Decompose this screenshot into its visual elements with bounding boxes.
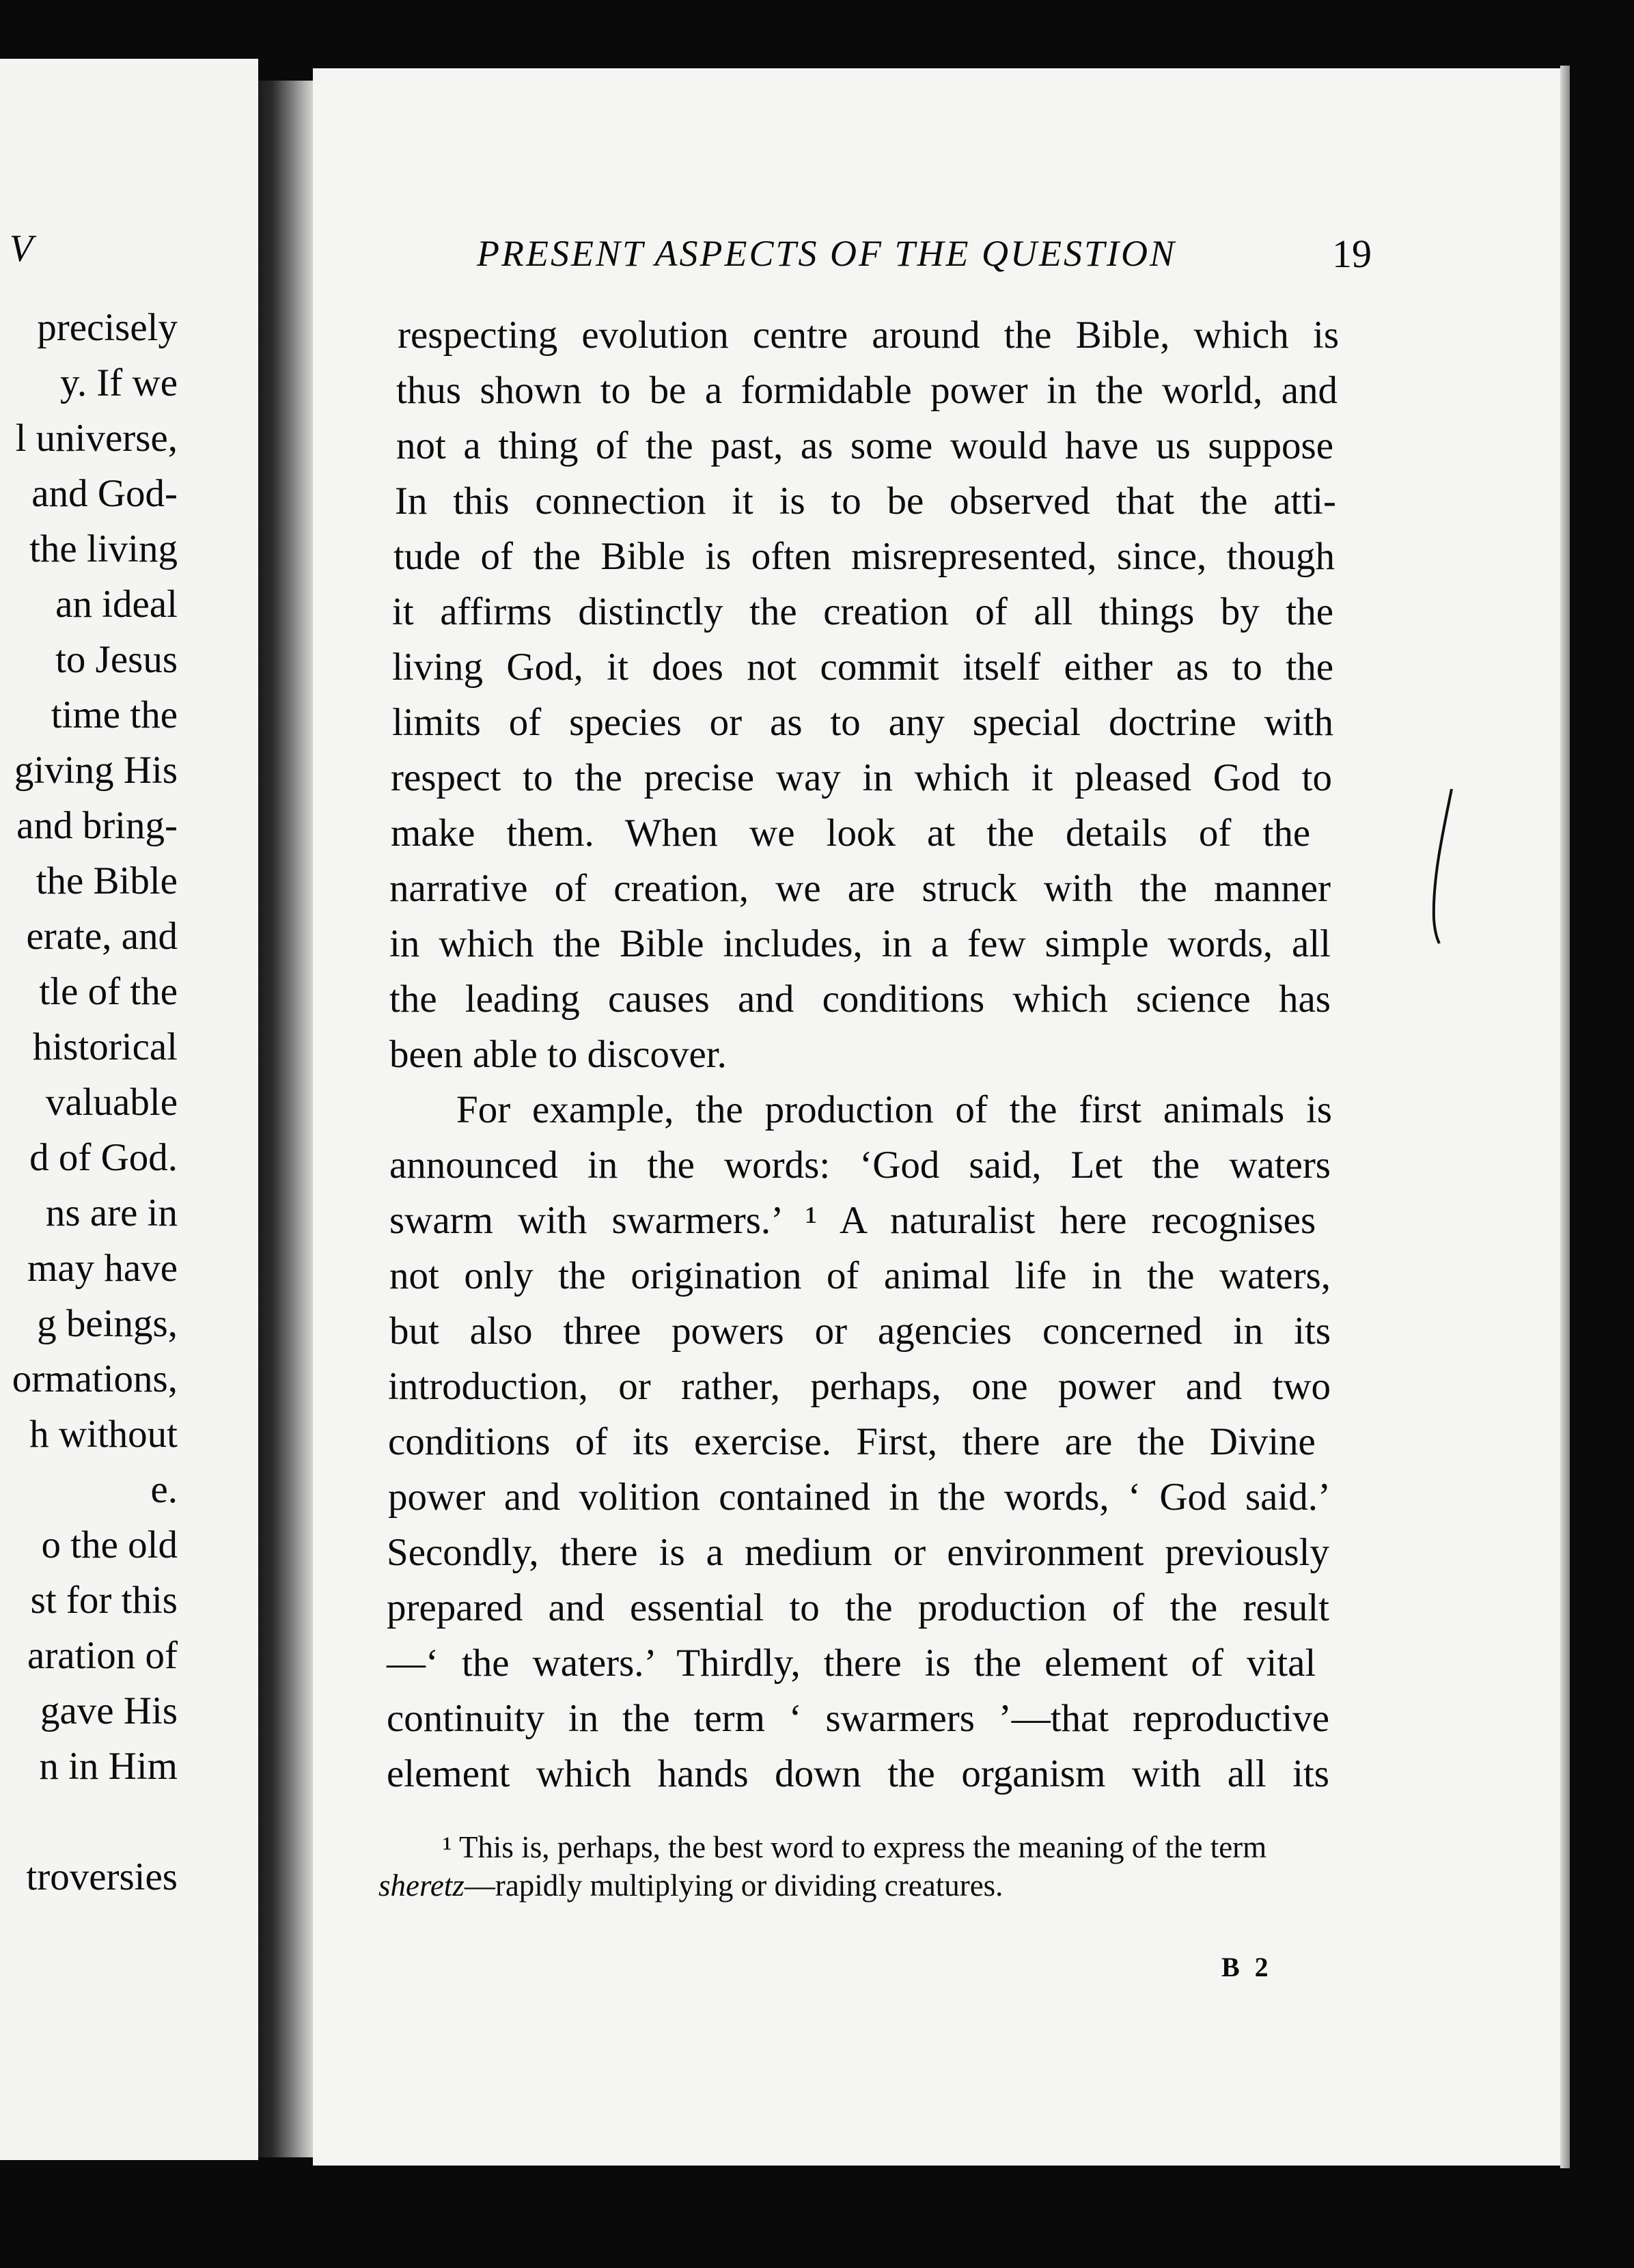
left-page-line: giving His	[14, 749, 178, 792]
body-line: narrative of creation, we are struck with the manner	[389, 867, 1331, 910]
body-line: it affirms distinctly the creation of all things by the	[392, 590, 1333, 633]
body-line: introduction, or rather, perhaps, one power and two	[388, 1365, 1331, 1408]
left-page-line: to Jesus	[55, 638, 178, 681]
left-page-line: time the	[51, 693, 178, 736]
signature-mark: B 2	[1221, 1952, 1273, 1982]
left-page-line: o the old	[41, 1523, 178, 1566]
left-page-line: precisely	[37, 306, 178, 349]
left-page-line: and bring-	[16, 804, 178, 847]
footnote-term: sheretz	[378, 1868, 465, 1903]
left-page-line: the Bible	[36, 859, 178, 902]
page-number: 19	[1332, 232, 1372, 276]
left-page-line: and God-	[31, 472, 178, 515]
body-line: —‘ the waters.’ Thirdly, there is the element of vital	[387, 1642, 1316, 1685]
footnote-text-cont: —rapidly multiplying or dividing creatures.	[464, 1868, 1003, 1903]
left-page-line: h without	[29, 1413, 178, 1456]
left-page-line: n in Him	[39, 1745, 178, 1788]
right-page	[313, 68, 1560, 2166]
left-page-line: ormations,	[12, 1357, 178, 1400]
left-facing-page	[0, 59, 258, 2160]
left-page-line: an ideal	[55, 583, 178, 626]
body-line: tude of the Bible is often misrepresented, since, though	[393, 535, 1335, 578]
body-line: continuity in the term ‘ swarmers ’—that reproductive	[387, 1697, 1329, 1740]
body-line: but also three powers or agencies concerned in its	[389, 1310, 1331, 1353]
left-page-line: aration of	[27, 1634, 178, 1677]
body-line: In this connection it is to be observed that the atti-	[395, 480, 1336, 523]
left-page-line: troversies	[26, 1855, 178, 1898]
running-head: PRESENT ASPECTS OF THE QUESTION	[477, 233, 1177, 274]
left-page-line: g beings,	[37, 1302, 178, 1345]
body-line: For example, the production of the first animals is	[456, 1088, 1332, 1131]
body-line: thus shown to be a formidable power in the world, and	[396, 369, 1338, 412]
left-page-line: may have	[27, 1247, 178, 1290]
left-page-line: y. If we	[60, 361, 178, 404]
left-page-line: ns are in	[45, 1191, 178, 1234]
left-page-line: the living	[29, 527, 178, 570]
left-page-line: e.	[150, 1468, 178, 1511]
body-line: make them. When we look at the details of the	[391, 812, 1311, 855]
footnote-text: This is, perhaps, the best word to express the meaning of the term	[458, 1830, 1267, 1864]
body-line: element which hands down the organism with all its	[387, 1752, 1329, 1795]
body-line: respecting evolution centre around the Bible, which is	[398, 314, 1339, 357]
footnote-marker: ¹	[443, 1830, 452, 1864]
book-gutter-shadow	[258, 81, 313, 2157]
body-line: prepared and essential to the production of the result	[387, 1586, 1329, 1629]
body-line: swarm with swarmers.’ ¹ A naturalist here recognises	[389, 1199, 1316, 1242]
body-line: been able to discover.	[389, 1033, 727, 1076]
footnote-line-2	[378, 1870, 1003, 1901]
left-page-line: erate, and	[26, 915, 178, 958]
left-running-head-fragment: V	[9, 227, 33, 270]
body-line: the leading causes and conditions which science has	[389, 978, 1331, 1021]
left-page-line: tle of the	[39, 970, 178, 1013]
left-page-line: valuable	[45, 1081, 178, 1124]
left-page-line: d of God.	[29, 1136, 178, 1179]
left-page-line: historical	[32, 1025, 178, 1068]
left-page-line: st for this	[30, 1579, 178, 1622]
body-line: Secondly, there is a medium or environment previously	[387, 1531, 1329, 1574]
margin-pencil-mark	[1423, 782, 1464, 946]
body-line: announced in the words: ‘God said, Let the waters	[389, 1144, 1331, 1187]
body-line: not a thing of the past, as some would have us suppose	[396, 424, 1333, 467]
body-line: conditions of its exercise. First, there are the Divine	[388, 1420, 1316, 1463]
left-page-line: gave His	[40, 1689, 178, 1732]
left-page-line: l universe,	[15, 417, 178, 460]
body-line: not only the origination of animal life in the waters,	[389, 1254, 1331, 1297]
footnote-line-1	[443, 1832, 1266, 1863]
body-line: limits of species or as to any special doctrine with	[392, 701, 1333, 744]
body-line: respect to the precise way in which it pleased God to	[391, 756, 1332, 799]
body-line: in which the Bible includes, in a few simple words, all	[389, 922, 1331, 965]
page-edge	[1560, 66, 1570, 2168]
body-line: living God, it does not commit itself either as to the	[392, 646, 1333, 689]
body-line: power and volition contained in the words, ‘ God said.’	[388, 1476, 1331, 1519]
